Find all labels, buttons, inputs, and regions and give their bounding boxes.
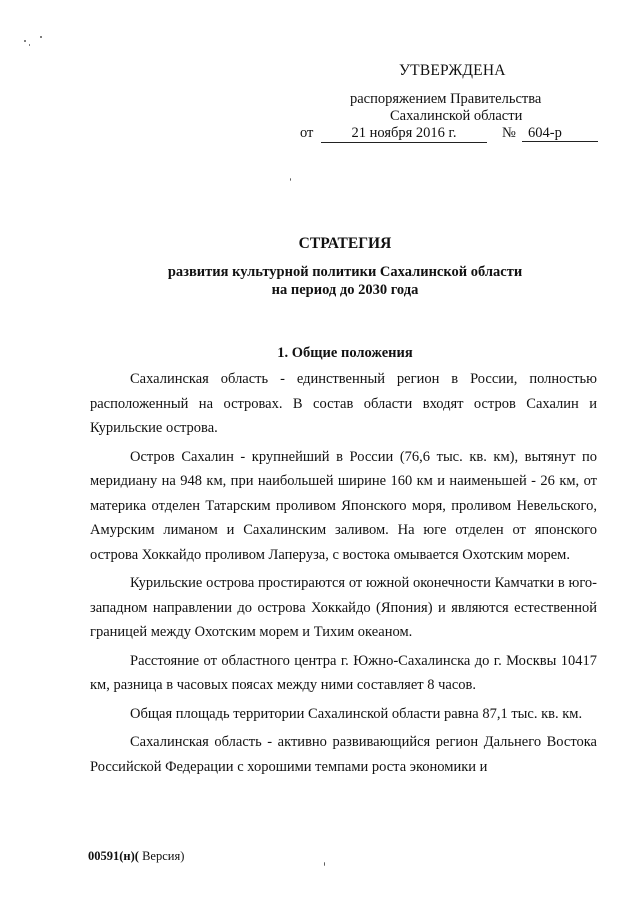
approval-date: 21 ноября 2016 г.: [321, 125, 487, 143]
scan-speck: [29, 44, 30, 46]
section-heading: 1. Общие положения: [277, 345, 413, 361]
scan-speck: [40, 36, 42, 38]
paragraph: Остров Сахалин - крупнейший в России (76,6 тыс. кв. км), вытянут по меридиану на 948 км, при наибольшей ширине 160 км и наименьшей - 26 км, от материка отделен Татарским проливом Японского моря, проливом Невельского, Амурским лиманом и Сахалинским заливом. На юге отделен от японского острова Хоккайдо проливом Лаперуза, с востока омывается Охотским морем.: [90, 448, 597, 563]
paragraph: Сахалинская область - активно развивающийся регион Дальнего Востока Российской Федерации с хорошими темпами роста экономики и: [90, 734, 597, 775]
paragraph: Сахалинская область - единственный регион в России, полностью расположенный на островах. В состав области входят остров Сахалин и Курильские острова.: [90, 371, 597, 436]
approval-number: 604-р: [522, 125, 598, 142]
scan-speck: [324, 862, 325, 866]
paragraph: Расстояние от областного центра г. Южно-Сахалинска до г. Москвы 10417 км, разница в часовых поясах между ними составляет 8 часов.: [90, 652, 597, 693]
footer-code: 00591(н)(: [88, 849, 139, 863]
document-subtitle-line-2: на период до 2030 года: [271, 282, 419, 298]
document-subtitle-line-1: развития культурной политики Сахалинской области: [167, 264, 523, 280]
paragraph: Общая площадь территории Сахалинской области равна 87,1 тыс. кв. км.: [130, 705, 583, 722]
footer-version: Версия): [138, 849, 185, 863]
document-kind: СТРАТЕГИЯ: [298, 235, 392, 252]
scan-speck: [290, 178, 291, 181]
paragraph: Курильские острова простираются от южной оконечности Камчатки в юго-западном направлении до острова Хоккайдо (Япония) и являются естественной границей между Охотским морем и Тихим океаном.: [90, 575, 597, 640]
scan-speck: [24, 40, 26, 42]
approval-by-order: распоряжением Правительства: [350, 91, 542, 107]
document-title-block: [0, 234, 640, 299]
approval-stamp-word: УТВЕРЖДЕНА: [399, 62, 506, 79]
number-label: №: [502, 125, 516, 141]
from-label: от: [300, 125, 314, 141]
body-text: [90, 367, 597, 783]
approval-date-row: [300, 125, 600, 145]
approval-region: Сахалинской области: [390, 108, 523, 124]
footer-document-code: [88, 849, 184, 864]
